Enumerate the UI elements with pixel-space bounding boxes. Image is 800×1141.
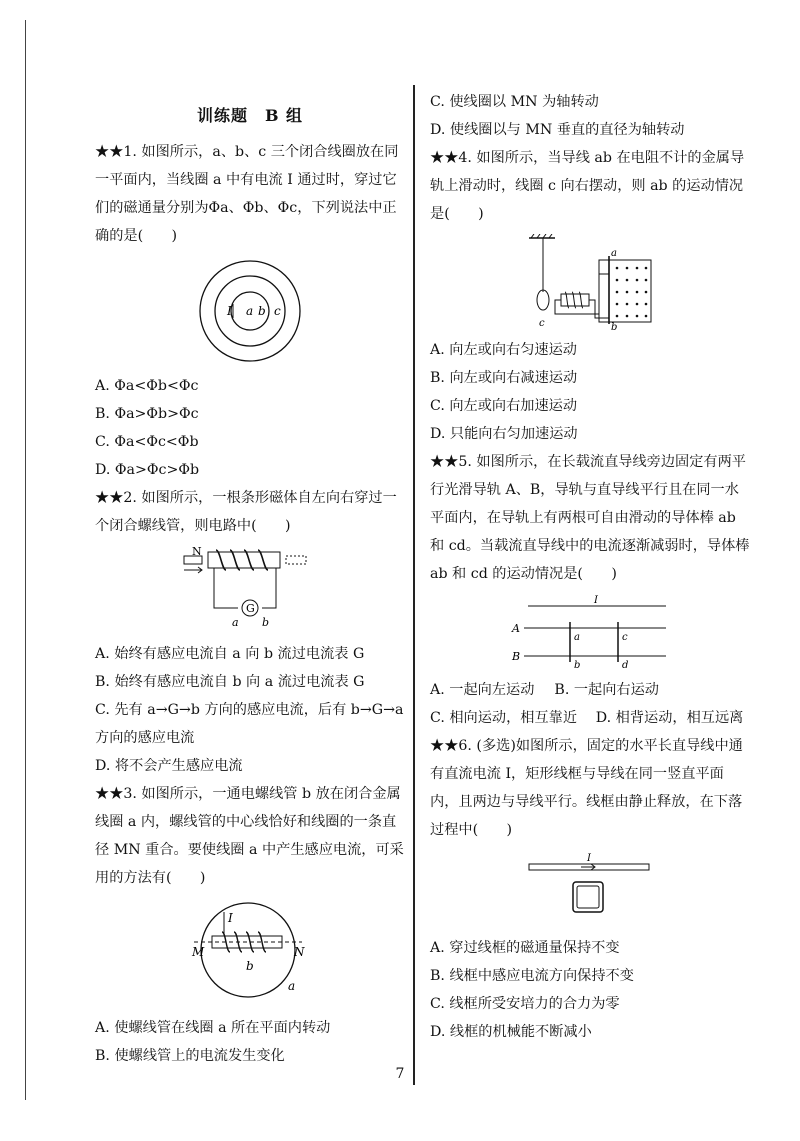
question-1-stem: ★★1. 如图所示，a、b、c 三个闭合线圈放在同一平面内，当线圈 a 中有电流 I 通过时，穿过它们的磁通量分别为Φa、Φb、Φc，下列说法中正确的是( ) — [95, 144, 399, 244]
question-6-option-a: A. 穿过线框的磁通量保持不变 — [430, 940, 620, 956]
question-1-option-b: B. Φa>Φb>Φc — [95, 406, 199, 422]
fig6-label-I: I — [587, 853, 591, 864]
question-5-stem: ★★5. 如图所示，在长载流直导线旁边固定有两平行光滑导轨 A、B，导轨与直导线平行且在同一水平面内，在导轨上有两根可自由滑动的导体棒 ab 和 cd。当载流直导线中的电流逐渐减弱时，导体棒 ab 和 cd 的运动情况是( ) — [430, 454, 750, 582]
fig5-label-d: d — [622, 660, 629, 670]
question-4-option-a: A. 向左或向右匀速运动 — [430, 342, 577, 358]
question-3-option-d: D. 使线圈以与 MN 垂直的直径为轴转动 — [430, 122, 685, 138]
fig4-label-c: c — [539, 318, 545, 329]
fig4-label-a: a — [611, 248, 617, 259]
fig1-label-I: I — [227, 304, 232, 318]
fig5-label-c: c — [622, 632, 628, 643]
concentric-coils-figure — [195, 256, 305, 366]
question-2-stem: ★★2. 如图所示，一根条形磁体自左向右穿过一个闭合螺线管，则电路中( ) — [95, 490, 397, 534]
binding-margin-line — [25, 20, 26, 1100]
fig3-label-b: b — [246, 959, 254, 973]
question-1-option-d: D. Φa>Φc>Φb — [95, 462, 200, 478]
fig3-label-a: a — [288, 979, 296, 993]
fig3-label-M: M — [192, 945, 205, 959]
question-2-option-c: C. 先有 a→G→b 方向的感应电流，后有 b→G→a 方向的感应电流 — [95, 702, 404, 746]
question-1-option-c: C. Φa<Φc<Φb — [95, 434, 199, 450]
question-3-option-a: A. 使螺线管在线圈 a 所在平面内转动 — [95, 1020, 331, 1036]
fig5-label-I: I — [594, 595, 598, 606]
question-4-option-c: C. 向左或向右加速运动 — [430, 398, 578, 414]
fig4-label-b: b — [611, 322, 618, 330]
fig5-label-a: a — [574, 632, 580, 643]
question-6-stem: ★★6. (多选)如图所示，固定的水平长直导线中通有直流电流 I，矩形线框与导线在同一竖直平面内，且两边与导线平行。线框由静止释放，在下落过程中( ) — [430, 738, 743, 838]
column-divider — [413, 85, 415, 1085]
question-2-option-b: B. 始终有感应电流自 b 向 a 流过电流表 G — [95, 674, 365, 690]
section-title: 训练题 B 组 — [196, 106, 304, 125]
fig5-label-b: b — [574, 660, 581, 670]
fig2-label-b: b — [262, 616, 270, 629]
question-1-option-a: A. Φa<Φb<Φc — [95, 378, 199, 394]
parallel-rails-figure — [510, 594, 670, 670]
question-2-option-a: A. 始终有感应电流自 a 向 b 流过电流表 G — [95, 646, 365, 662]
right-column — [430, 88, 750, 1046]
question-4-option-b: B. 向左或向右减速运动 — [430, 370, 578, 386]
question-2-option-d: D. 将不会产生感应电流 — [95, 758, 243, 774]
magnetic-field-dots — [616, 267, 648, 318]
fig3-label-I: I — [228, 911, 233, 925]
question-2 — [95, 484, 405, 780]
question-6 — [430, 732, 750, 1046]
question-4-stem: ★★4. 如图所示，当导线 ab 在电阻不计的金属导轨上滑动时，线圈 c 向右摆动，则 ab 的运动情况是( ) — [430, 150, 745, 222]
question-5-option-b: B. 一起向右运动 — [554, 682, 659, 698]
left-column — [95, 98, 405, 1070]
fig2-label-a: a — [232, 616, 239, 629]
question-4 — [430, 144, 750, 448]
fig2-label-N: N — [192, 546, 202, 558]
question-5-option-a: A. 一起向左运动 — [430, 682, 535, 698]
falling-frame-figure — [525, 850, 655, 928]
question-5-options-row-1 — [430, 676, 750, 704]
question-6-option-d: D. 线框的机械能不断减小 — [430, 1024, 592, 1040]
question-5-option-d: D. 相背运动，相互远离 — [595, 710, 744, 726]
solenoid-in-coil-figure — [190, 898, 310, 1008]
solenoid-magnet-figure — [180, 546, 320, 634]
question-6-option-b: B. 线框中感应电流方向保持不变 — [430, 968, 634, 984]
question-5 — [430, 448, 750, 732]
question-3 — [95, 780, 405, 1070]
fig5-label-A: A — [512, 622, 520, 635]
fig1-label-b: b — [258, 304, 266, 318]
rail-and-coil-figure — [525, 234, 655, 330]
page-number: 7 — [395, 1066, 405, 1082]
question-5-options-row-2 — [430, 704, 750, 732]
question-6-option-c: C. 线框所受安培力的合力为零 — [430, 996, 620, 1012]
question-4-option-d: D. 只能向右匀加速运动 — [430, 426, 578, 442]
fig5-label-B: B — [512, 650, 521, 663]
fig3-label-N: N — [294, 945, 305, 959]
fig1-label-a: a — [246, 304, 254, 318]
question-5-option-c: C. 相向运动，相互靠近 — [430, 710, 578, 726]
fig1-label-c: c — [274, 304, 281, 318]
question-1 — [95, 138, 405, 484]
fig2-label-G: G — [246, 602, 255, 615]
question-3-option-c: C. 使线圈以 MN 为轴转动 — [430, 94, 599, 110]
question-3-stem: ★★3. 如图所示，一通电螺线管 b 放在闭合金属线圈 a 内，螺线管的中心线恰好和线圈的一条直径 MN 重合。要使线圈 a 中产生感应电流，可采用的方法有( ) — [95, 786, 404, 886]
question-3-option-b: B. 使螺线管上的电流发生变化 — [95, 1048, 285, 1064]
